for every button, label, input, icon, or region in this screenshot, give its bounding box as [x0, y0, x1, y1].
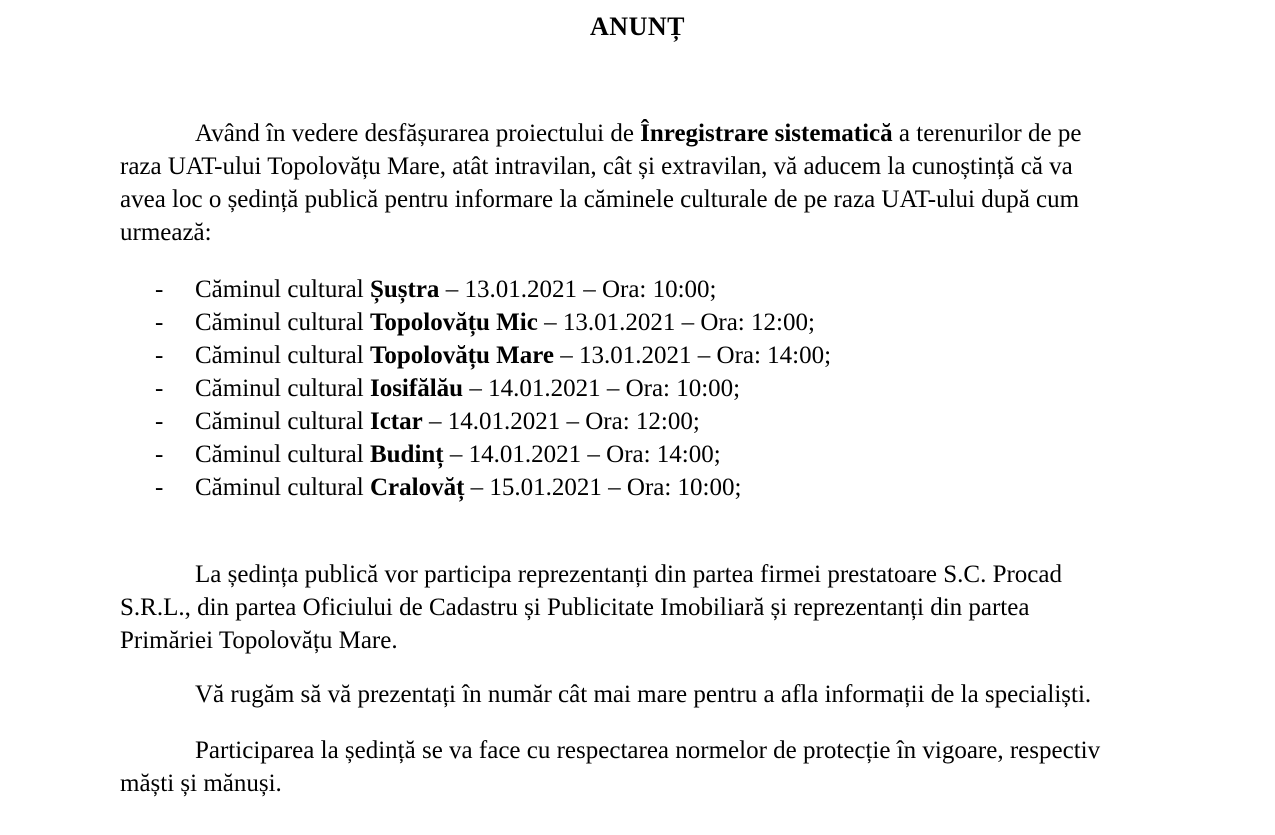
venue-name: Topolovățu Mare [369, 342, 555, 369]
paragraph-invitation [120, 678, 1120, 711]
schedule-item [120, 273, 1120, 306]
venue-prefix: Căminul cultural [195, 474, 370, 501]
venue-prefix: Căminul cultural [195, 375, 370, 402]
venue-name: Ictar [369, 408, 423, 435]
venue-datetime: – 13.01.2021 – Ora: 14:00; [554, 342, 832, 369]
venue-name: Budinț [369, 441, 444, 468]
venue-datetime: – 14.01.2021 – Ora: 12:00; [422, 408, 700, 435]
venue-name: Topolovățu Mic [369, 309, 538, 336]
venue-prefix: Căminul cultural [195, 309, 370, 336]
venue-name: Cralovăț [369, 474, 465, 501]
schedule-item [120, 438, 1120, 471]
text-line: S.R.L., din partea Oficiului de Cadastru și Publicitate Imobiliară și reprezentanți din partea [120, 594, 1030, 621]
schedule-item [120, 339, 1120, 372]
text-line: raza UAT-ului Topolovățu Mare, atât intravilan, cât și extravilan, vă aducem la cunoștință că va [120, 153, 1073, 180]
project-name-bold: Înregistrare sistematică [640, 120, 893, 147]
schedule-item [120, 372, 1120, 405]
venue-datetime: – 14.01.2021 – Ora: 14:00; [443, 441, 721, 468]
schedule-item [120, 471, 1120, 504]
paragraph-intro [120, 117, 1120, 249]
text-line: La ședința publică vor participa reprezentanți din partea firmei prestatoare S.C. Procad [195, 561, 1063, 588]
meeting-schedule-list [120, 273, 1120, 504]
venue-name: Iosifălău [369, 375, 464, 402]
paragraph-covid-rules [120, 734, 1120, 800]
venue-datetime: – 13.01.2021 – Ora: 12:00; [537, 309, 815, 336]
dash-bullet: - [155, 408, 164, 435]
venue-prefix: Căminul cultural [195, 276, 370, 303]
announcement-title: ANUNȚ [590, 12, 685, 41]
dash-bullet: - [155, 276, 164, 303]
schedule-item [120, 306, 1120, 339]
dash-bullet: - [155, 441, 164, 468]
dash-bullet: - [155, 342, 164, 369]
text-line [120, 117, 1120, 150]
schedule-item [120, 405, 1120, 438]
paragraph-participants [120, 558, 1120, 657]
venue-datetime: – 14.01.2021 – Ora: 10:00; [463, 375, 741, 402]
text-line: Participarea la ședință se va face cu respectarea normelor de protecție în vigoare, respectiv [195, 737, 1101, 764]
intro-post-text: a terenurilor de pe [892, 120, 1082, 147]
text-line: Primăriei Topolovățu Mare. [120, 627, 398, 654]
intro-pre-text: Având în vedere desfășurarea proiectului de [195, 120, 641, 147]
venue-prefix: Căminul cultural [195, 342, 370, 369]
text-line: Vă rugăm să vă prezentați în număr cât mai mare pentru a afla informații de la specialiști. [195, 681, 1092, 708]
text-line: urmează: [120, 219, 212, 246]
dash-bullet: - [155, 474, 164, 501]
venue-prefix: Căminul cultural [195, 441, 370, 468]
venue-name: Șuștra [369, 276, 440, 303]
text-line: măști și mănuși. [120, 770, 282, 797]
text-line: avea loc o ședință publică pentru informare la căminele culturale de pe raza UAT-ului după cum [120, 186, 1080, 213]
dash-bullet: - [155, 309, 164, 336]
venue-datetime: – 13.01.2021 – Ora: 10:00; [439, 276, 717, 303]
dash-bullet: - [155, 375, 164, 402]
venue-prefix: Căminul cultural [195, 408, 370, 435]
venue-datetime: – 15.01.2021 – Ora: 10:00; [464, 474, 742, 501]
